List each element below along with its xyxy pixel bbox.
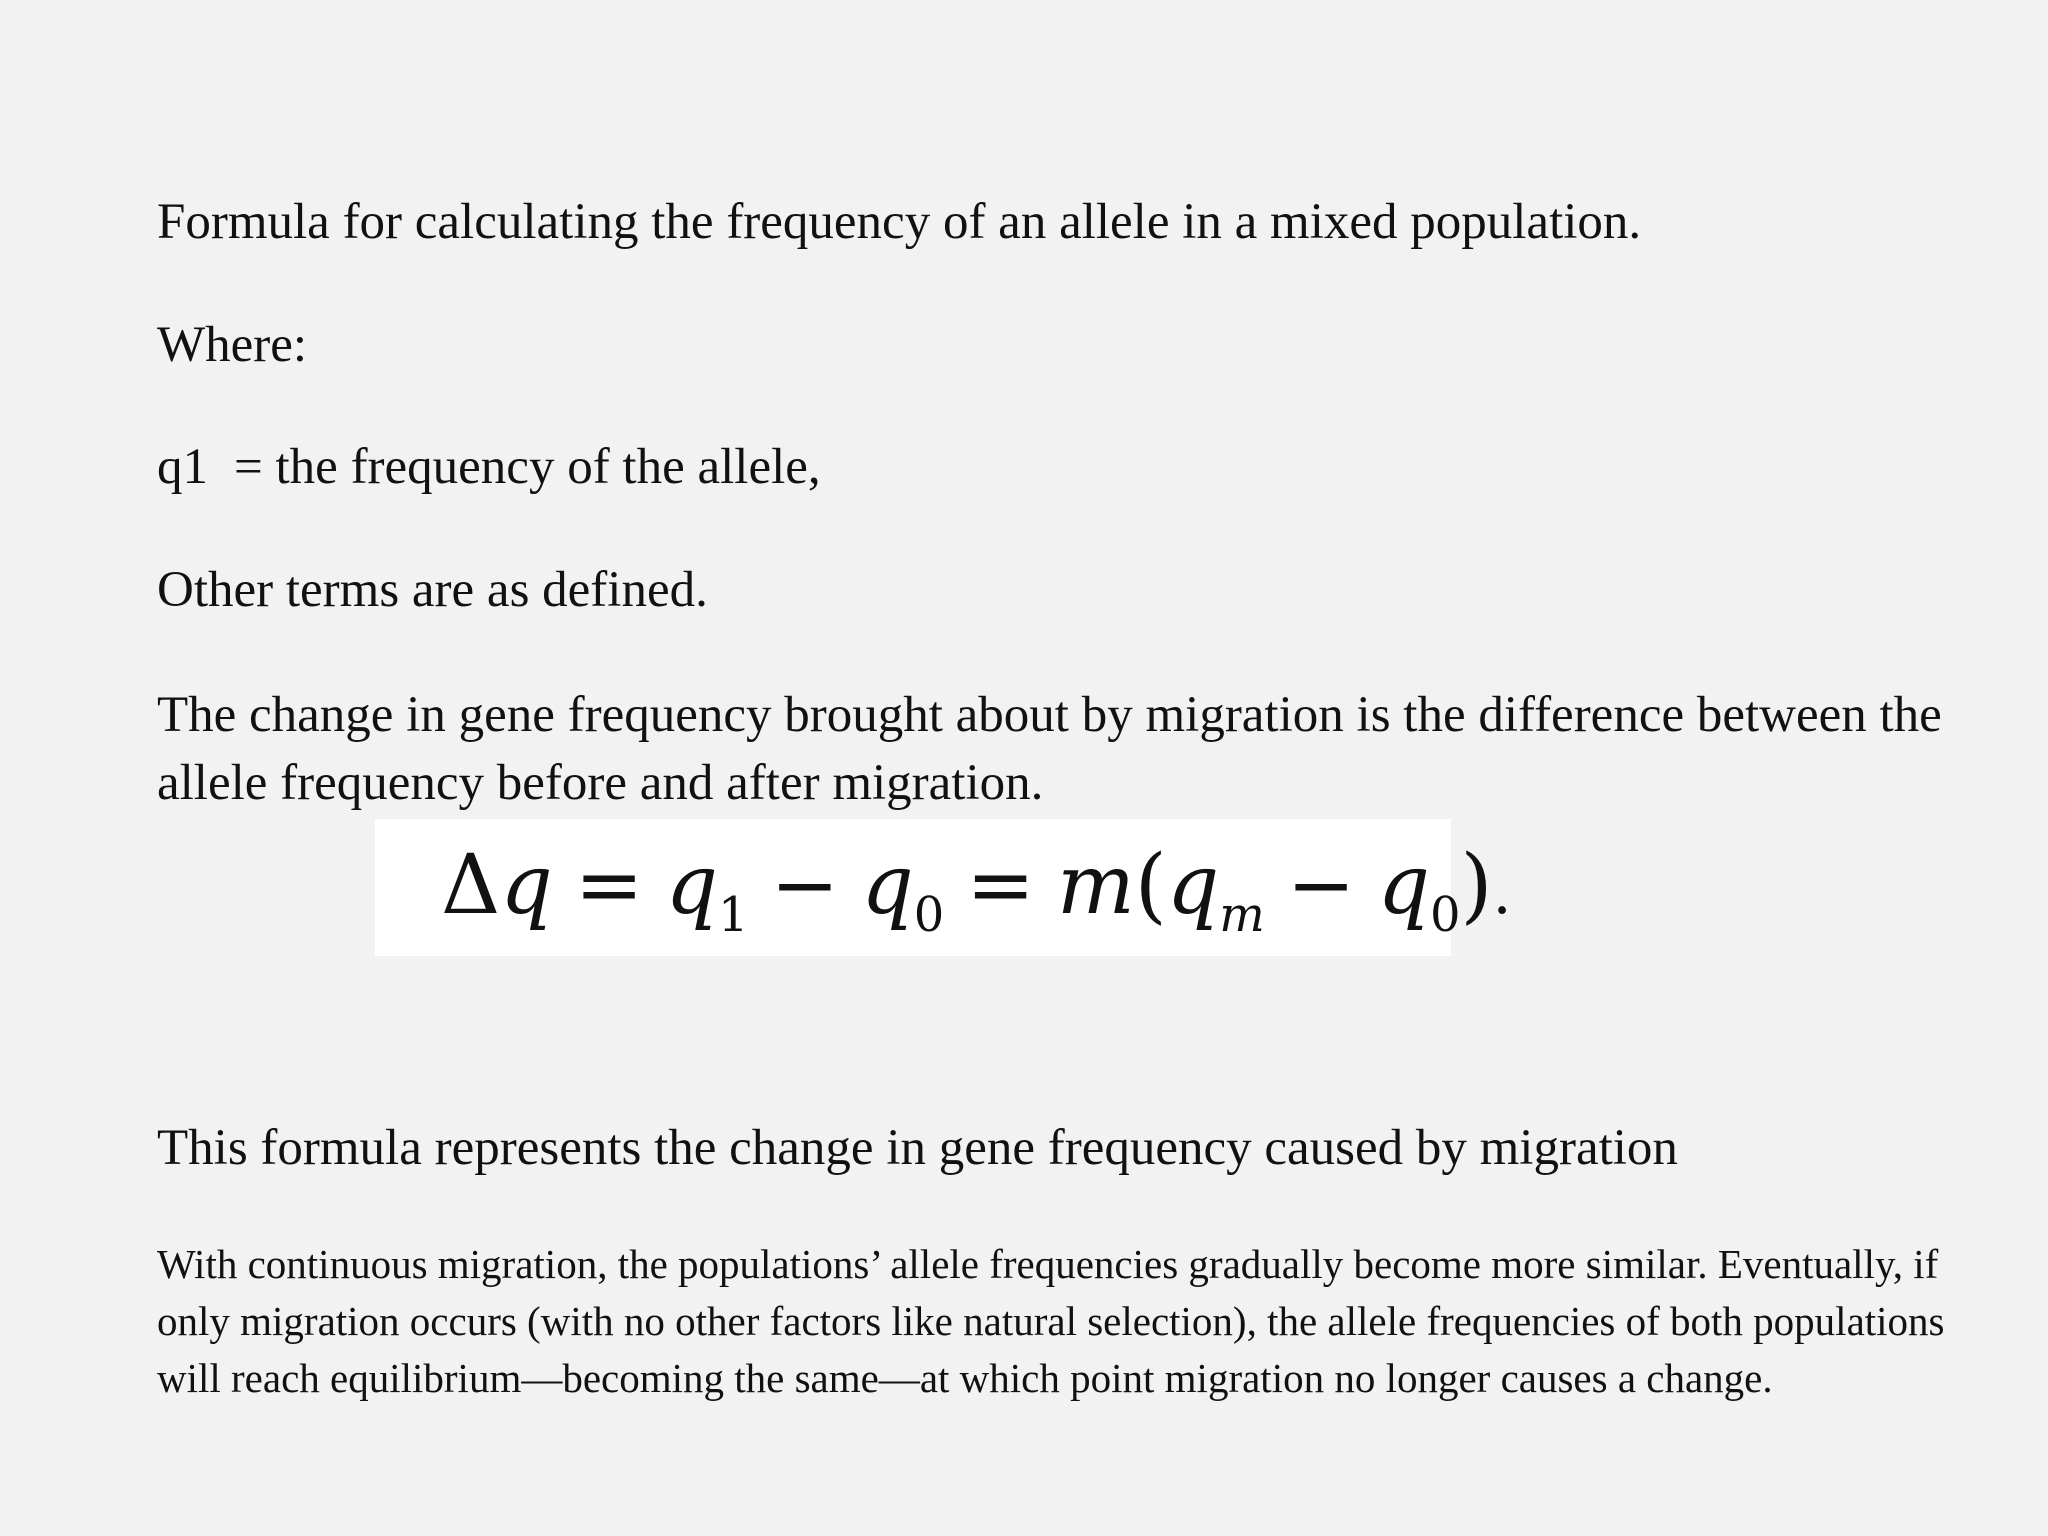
- formula-equals-2: =: [966, 838, 1035, 933]
- definition-term: q1: [157, 439, 208, 495]
- formula-rparen: ): [1460, 838, 1493, 933]
- formula-equals-1: =: [574, 838, 644, 933]
- formula-q1-sub: 1: [717, 887, 749, 943]
- where-label: Where:: [157, 317, 308, 373]
- migration-formula: [441, 831, 1512, 952]
- formula-q0-base: q: [861, 838, 914, 933]
- formula-q1-base: q: [665, 838, 718, 933]
- formula-lparen: (: [1134, 838, 1167, 933]
- formula-q0-base-2: q: [1377, 838, 1430, 933]
- change-paragraph: The change in gene frequency brought about by migration is the difference between the allele frequency before and after migration.: [157, 687, 1942, 811]
- final-paragraph: With continuous migration, the populations’ allele frequencies gradually become more similar. Eventually, if only migration occurs (with no other factors like natural selection), the allele frequencies of both populations will reach equilibrium—becoming the same—at which point migration no longer causes a change.: [157, 1241, 1945, 1401]
- formula-q: q: [500, 838, 553, 933]
- formula-qm-sub: m: [1219, 887, 1265, 943]
- formula-period: .: [1492, 858, 1512, 928]
- formula-image: [375, 819, 1512, 956]
- intro-text: Formula for calculating the frequency of an allele in a mixed population.: [157, 194, 1642, 250]
- formula-qm-base: q: [1166, 838, 1220, 933]
- definition-text: = the frequency of the allele,: [234, 439, 821, 495]
- formula-delta: Δ: [441, 838, 501, 933]
- formula-q0-sub-2: 0: [1429, 887, 1461, 943]
- formula-minus-2: −: [1286, 838, 1356, 933]
- formula-q0-sub: 0: [913, 887, 945, 943]
- represents-text: This formula represents the change in gene frequency caused by migration: [157, 1120, 1678, 1176]
- formula-m: m: [1056, 838, 1135, 933]
- definition-line: [157, 437, 821, 497]
- formula-minus-1: −: [770, 838, 840, 933]
- other-terms-text: Other terms are as defined.: [157, 562, 708, 618]
